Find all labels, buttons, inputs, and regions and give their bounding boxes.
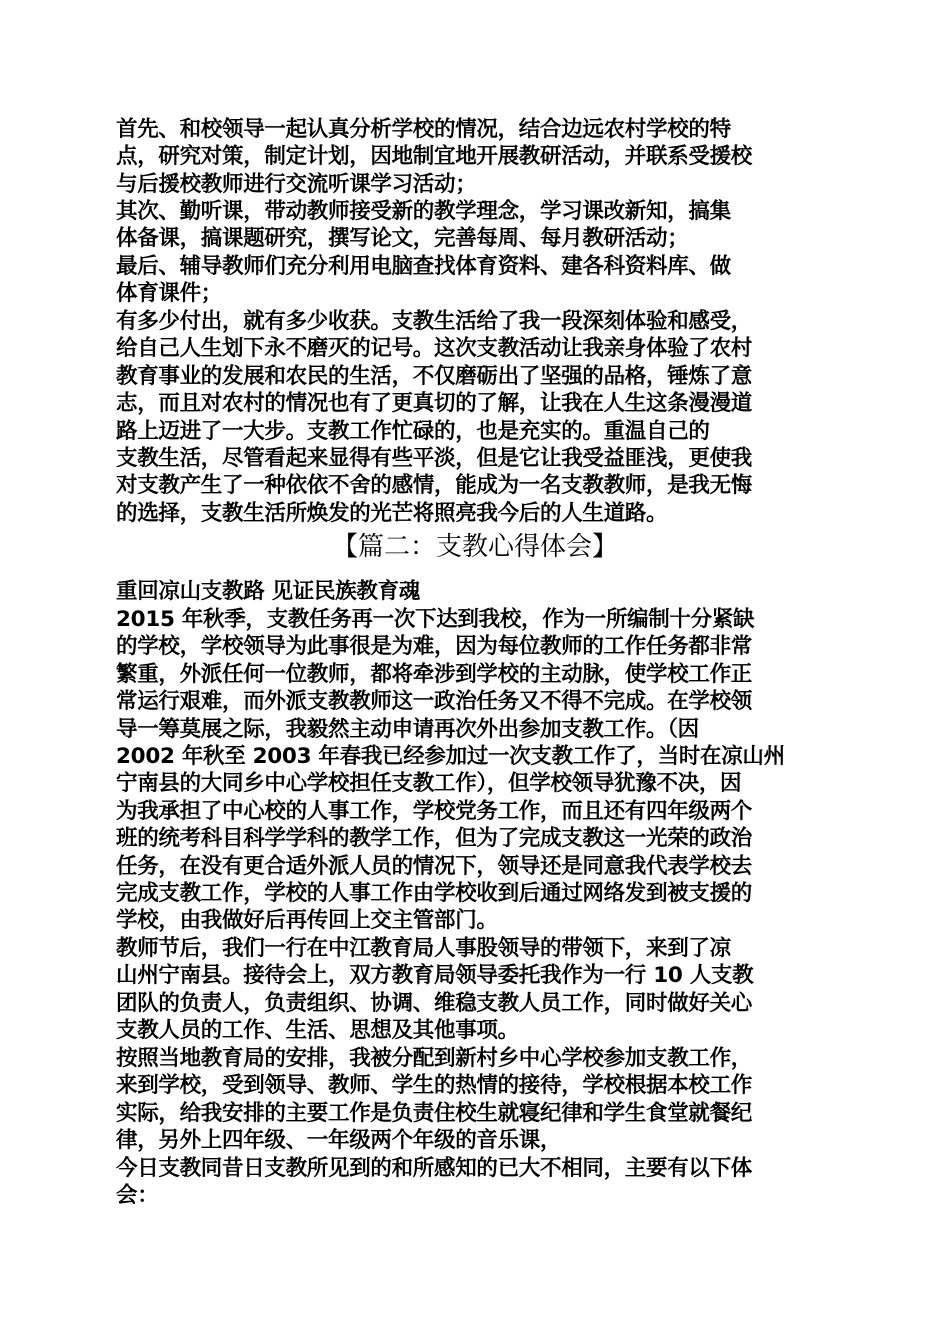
text-line: 有多少付出，就有多少收获。支教生活给了我一段深刻体验和感受，: [116, 309, 753, 334]
text-line: 宁南县的大同乡中心学校担任支教工作），但学校领导犹豫不决，因: [116, 771, 742, 797]
text-line: 导一筹莫展之际，我毅然主动申请再次外出参加支教工作。（因: [116, 716, 699, 742]
text-line: 实际，给我安排的主要工作是负责住校生就寝纪律和学生食堂就餐纪: [116, 1100, 753, 1126]
text-line: 路上迈进了一大步。支教工作忙碌的，也是充实的。重温自己的: [116, 418, 710, 444]
text-line: 2015 年秋季，支教任务再一次下达到我校，作为一所编制十分紧缺: [116, 607, 755, 632]
text-line: 的学校，学校领导为此事很是为难，因为每位教师的工作任务都非常: [116, 634, 753, 660]
text-line: 律，另外上四年级、一年级两个年级的音乐课，: [116, 1128, 562, 1154]
text-line: 与后援校教师进行交流听课学习活动；: [116, 171, 477, 197]
paragraph-second-steps: [116, 198, 840, 253]
text-line: 繁重，外派任何一位教师，都将牵涉到学校的主动脉，使学校工作正: [116, 661, 753, 687]
paragraph-conclusion: [116, 1155, 840, 1210]
paragraph-assignment: [116, 1045, 840, 1155]
paragraph-background: [116, 606, 840, 935]
text-line: 常运行艰难，而外派支教教师这一政治任务又不得不完成。在学校领: [116, 689, 753, 715]
section-heading: 【篇二：支教心得体会】: [331, 532, 618, 562]
paragraph-first-steps: [116, 116, 840, 198]
text-line: 体备课，搞课题研究，撰写论文，完善每周、每月教研活动；: [116, 226, 689, 252]
text-line: 的选择，支教生活所焕发的光芒将照亮我今后的人生道路。: [116, 500, 668, 526]
text-line: 完成支教工作，学校的人事工作由学校收到后通过网络发到被支援的: [116, 881, 753, 907]
text-line: 按照当地教育局的安排，我被分配到新村乡中心学校参加支教工作，: [116, 1046, 753, 1071]
text-line: 任务，在没有更合适外派人员的情况下，领导还是同意我代表学校去: [116, 853, 753, 879]
text-line: 团队的负责人，负责组织、协调、维稳支教人员工作，同时做好关心: [116, 990, 753, 1016]
text-line: 支教生活，尽管看起来显得有些平淡，但是它让我受益匪浅，更使我: [116, 446, 753, 472]
text-line: 会：: [116, 1183, 159, 1209]
text-line: 对支教产生了一种依依不舍的感情，能成为一名支教教师，是我无悔: [116, 473, 753, 499]
paragraph-arrival: [116, 935, 840, 1045]
article-subtitle: [116, 578, 840, 605]
text-line: 来到学校，受到领导、教师、学生的热情的接待，学校根据本校工作: [116, 1073, 753, 1099]
text-line: 为我承担了中心校的人事工作，学校党务工作，而且还有四年级两个: [116, 798, 753, 824]
text-line: 给自己人生划下永不磨灭的记号。这次支教活动让我亲身体验了农村: [116, 336, 753, 362]
text-line: 教育事业的发展和农民的生活，不仅磨砺出了坚强的品格，锤炼了意: [116, 363, 753, 389]
text-line: 最后、辅导教师们充分利用电脑查找体育资料、建各科资料库、做: [116, 254, 731, 279]
text-line: 志，而且对农村的情况也有了更真切的了解，让我在人生这条漫漫道: [116, 391, 753, 417]
text-line: 首先、和校领导一起认真分析学校的情况，结合边远农村学校的特: [116, 117, 731, 142]
text-line: 2002 年秋至 2003 年春我已经参加过一次支教工作了，当时在凉山州: [116, 744, 785, 770]
text-line: 体育课件；: [116, 281, 223, 307]
text-line: 班的统考科目科学学科的教学工作，但为了完成支教这一光荣的政治: [116, 826, 753, 852]
paragraph-last-steps: [116, 253, 840, 308]
text-line: 其次、勤听课，带动教师接受新的教学理念，学习课改新知，搞集: [116, 199, 731, 224]
text-line: 学校，由我做好后再传回上交主管部门。: [116, 908, 498, 934]
paragraph-reflection: [116, 308, 840, 527]
text-line: 重回凉山支教路 见证民族教育魂: [116, 579, 420, 604]
text-line: 山州宁南县。接待会上，双方教育局领导委托我作为一行 10 人支教: [116, 963, 754, 989]
text-line: 今日支教同昔日支教所见到的和所感知的已大不相同，主要有以下体: [116, 1156, 753, 1181]
text-line: 支教人员的工作、生活、思想及其他事项。: [116, 1018, 519, 1044]
text-line: 教师节后，我们一行在中江教育局人事股领导的带领下，来到了凉: [116, 936, 731, 961]
text-line: 点，研究对策，制定计划，因地制宜地开展教研活动，并联系受援校: [116, 144, 753, 170]
